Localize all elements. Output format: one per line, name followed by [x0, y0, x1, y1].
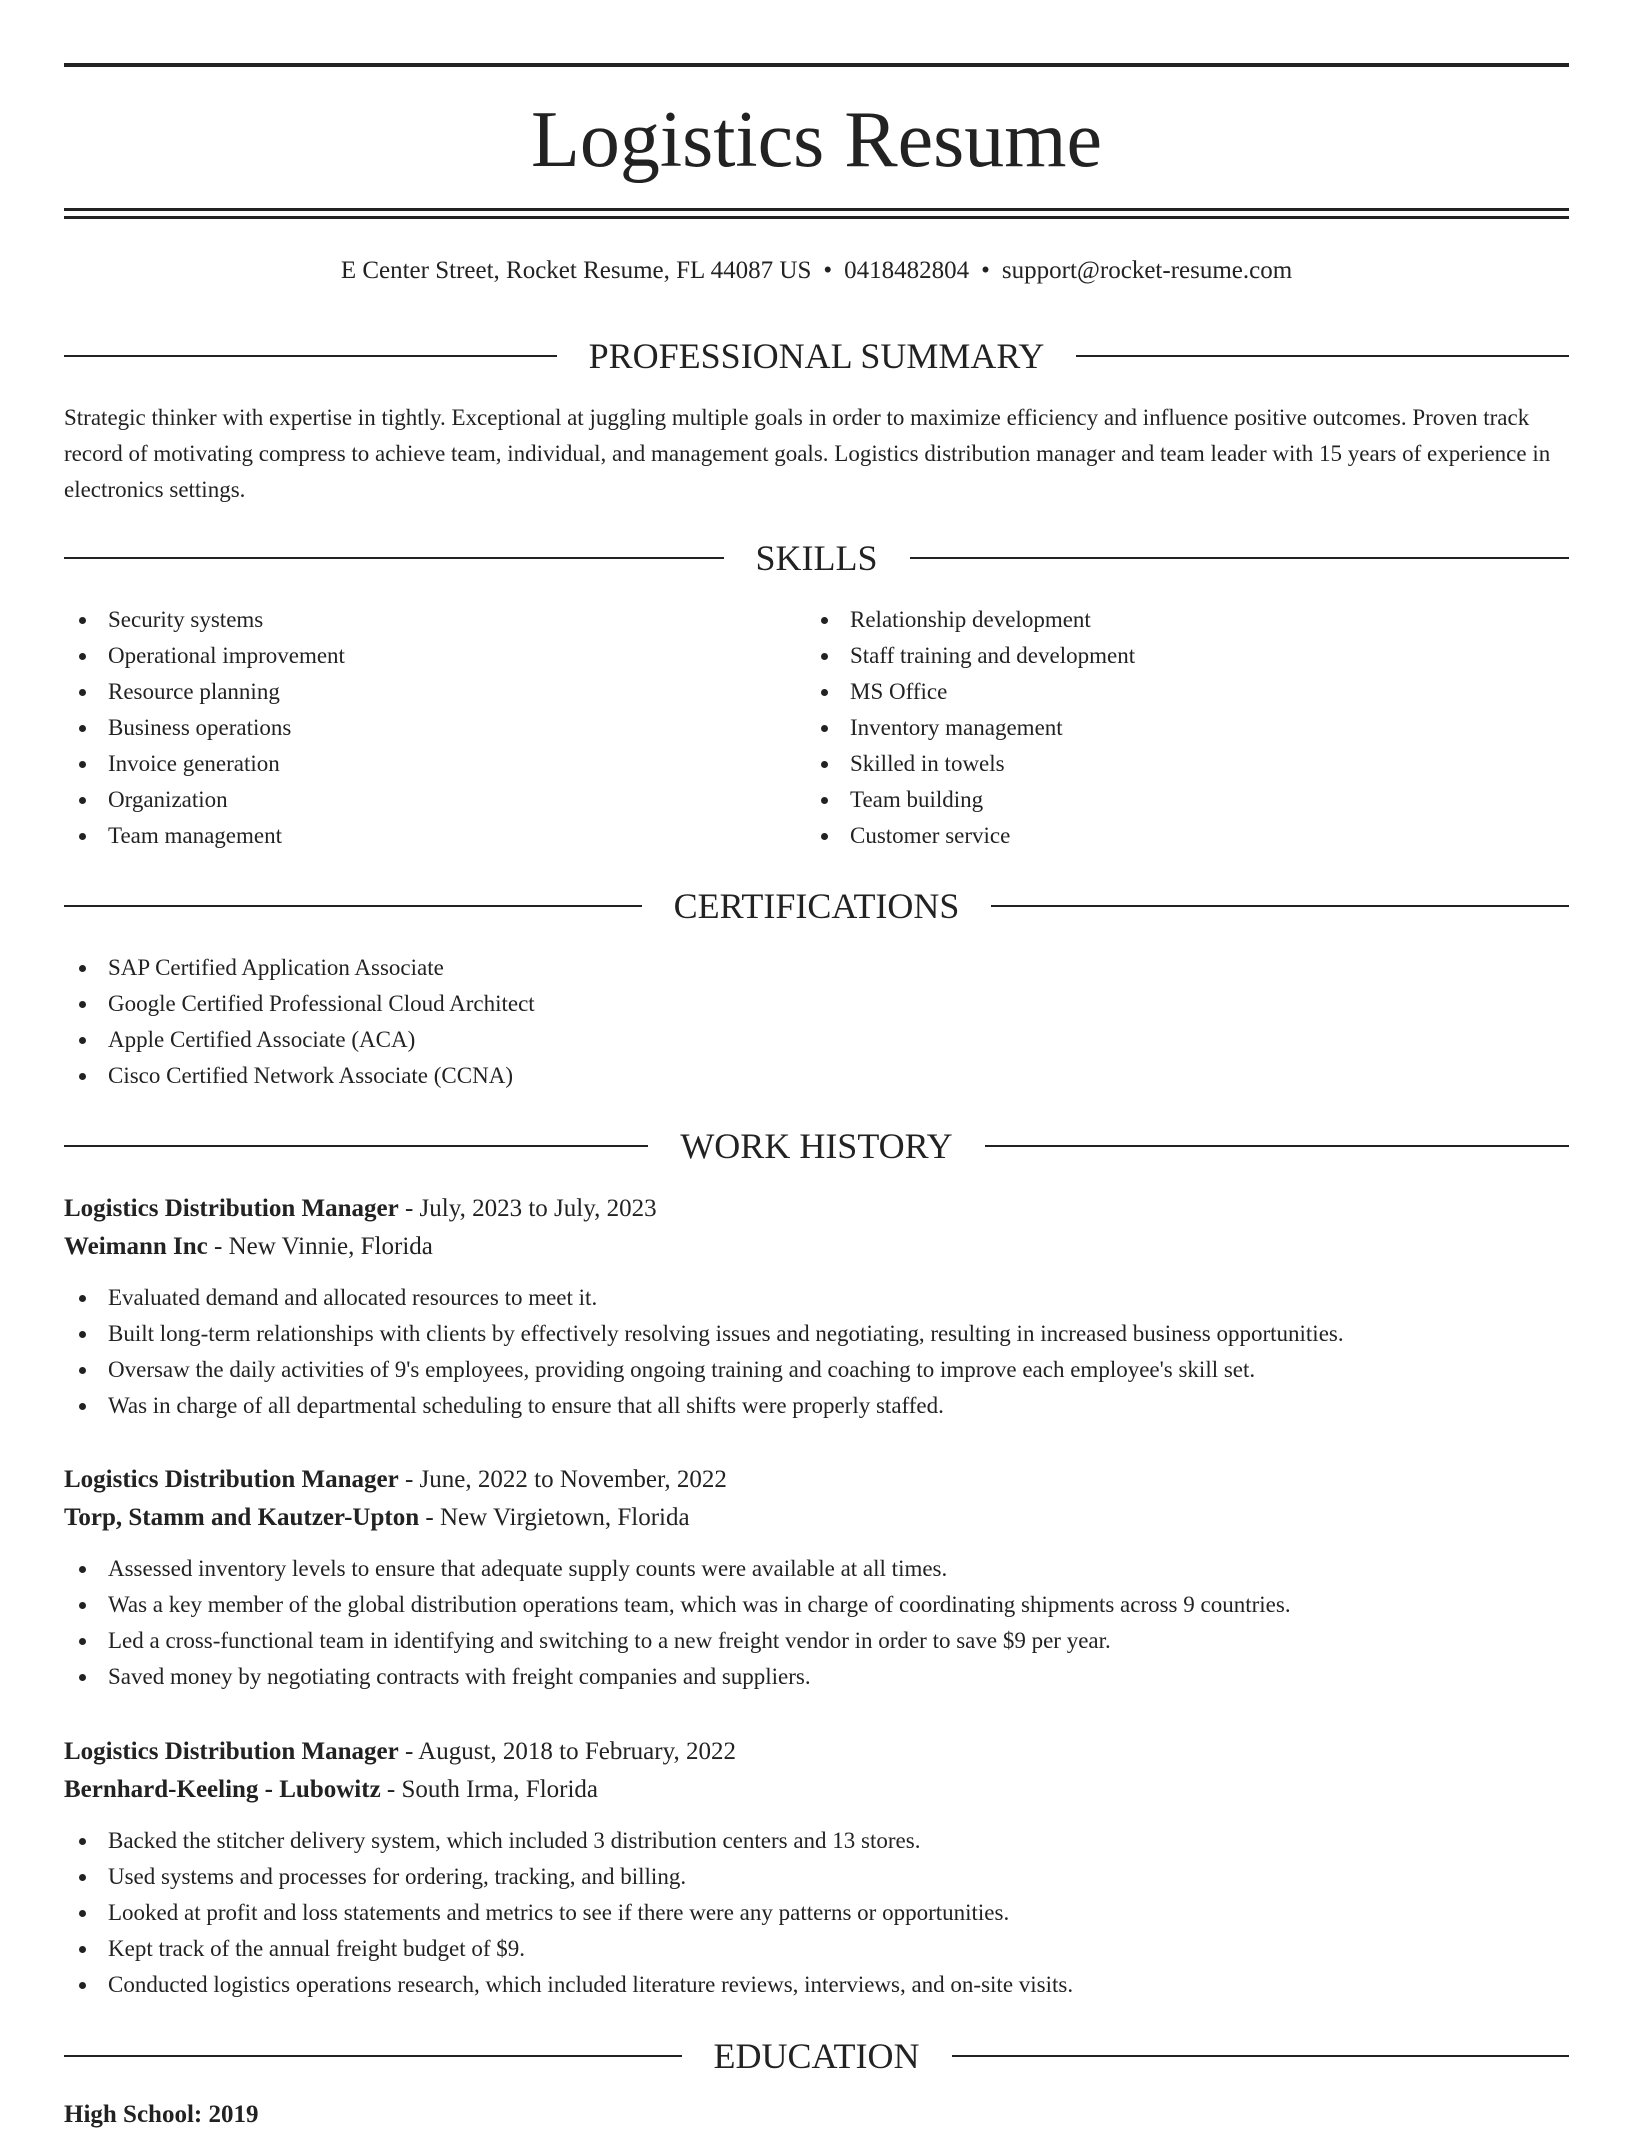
contact-separator: • — [823, 257, 833, 284]
skill-item: Inventory management — [806, 710, 1506, 746]
contact-address: E Center Street, Rocket Resume, FL 44087 US — [340, 257, 812, 284]
job-dates: - July, 2023 to July, 2023 — [398, 1195, 657, 1222]
heading-rule — [64, 905, 642, 907]
heading-rule — [910, 557, 1570, 559]
job-bullet: Looked at profit and loss statements and metrics to see if there were any patterns or opportunities. — [64, 1895, 1569, 1931]
contact-phone: 0418482804 — [844, 257, 970, 284]
job-dates: - August, 2018 to February, 2022 — [398, 1738, 736, 1765]
heading-rule — [1076, 355, 1569, 357]
job-bullet: Kept track of the annual freight budget of $9. — [64, 1931, 1569, 1967]
job-title-line — [64, 1733, 1569, 1771]
heading-rule — [64, 2055, 682, 2057]
summary-text: Strategic thinker with expertise in tightly. Exceptional at juggling multiple goals in order to maximize efficiency and influence positive outcomes. Proven track record of motivating compress to achieve team, individual, and management goals. Logistics distribution manager and team leader with 15 years of experience in electronics settings. — [64, 405, 1551, 502]
section-title: CERTIFICATIONS — [673, 886, 960, 926]
heading-rule — [64, 355, 557, 357]
heading-rule — [952, 2055, 1570, 2057]
section-heading-skills — [64, 536, 1569, 580]
job-bullet: Saved money by negotiating contracts with freight companies and suppliers. — [64, 1659, 1569, 1695]
header-rule-lower — [64, 216, 1569, 219]
section-heading-certifications — [64, 884, 1569, 928]
job-company-line — [64, 1228, 1569, 1266]
resume-name: Logistics Resume — [530, 96, 1103, 184]
certification-item: Google Certified Professional Cloud Architect — [64, 986, 1569, 1022]
contact-separator: • — [981, 257, 990, 284]
top-rule — [64, 63, 1569, 67]
contact-line — [64, 254, 1569, 288]
job-title: Logistics Distribution Manager — [64, 1195, 399, 1222]
job-company: Torp, Stamm and Kautzer-Upton — [64, 1504, 420, 1531]
skill-item: Invoice generation — [64, 746, 764, 782]
skill-item: Organization — [64, 782, 764, 818]
skill-item: MS Office — [806, 674, 1506, 710]
job-company: Bernhard-Keeling - Lubowitz — [64, 1776, 381, 1803]
certification-item: Apple Certified Associate (ACA) — [64, 1022, 1569, 1058]
skill-item: Operational improvement — [64, 638, 764, 674]
skill-item: Team management — [64, 818, 764, 854]
section-heading-education — [64, 2034, 1569, 2078]
job-bullet: Was in charge of all departmental scheduling to ensure that all shifts were properly staffed. — [64, 1388, 1569, 1424]
skill-item: Business operations — [64, 710, 764, 746]
job-title-line — [64, 1190, 1569, 1228]
skill-item: Team building — [806, 782, 1506, 818]
heading-rule — [991, 905, 1569, 907]
section-title: PROFESSIONAL SUMMARY — [588, 336, 1045, 376]
job-bullet: Used systems and processes for ordering, tracking, and billing. — [64, 1859, 1569, 1895]
job-bullet: Assessed inventory levels to ensure that adequate supply counts were available at all times. — [64, 1551, 1569, 1587]
skill-item: Staff training and development — [806, 638, 1506, 674]
education-entry: High School: 2019 — [64, 2101, 259, 2128]
job-bullet: Was a key member of the global distribution operations team, which was in charge of coordinating shipments across 9 countries. — [64, 1587, 1569, 1623]
skills-right-column — [806, 602, 1506, 854]
skills-left-column — [64, 602, 764, 854]
job-bullet: Led a cross-functional team in identifying and switching to a new freight vendor in order to save $9 per year. — [64, 1623, 1569, 1659]
skill-item: Security systems — [64, 602, 764, 638]
job-company: Weimann Inc — [64, 1233, 208, 1260]
job-title-line — [64, 1461, 1569, 1499]
section-title: WORK HISTORY — [680, 1126, 953, 1166]
job-dates: - June, 2022 to November, 2022 — [398, 1466, 727, 1493]
job-company-line — [64, 1499, 1569, 1537]
skill-item: Skilled in towels — [806, 746, 1506, 782]
job-entry — [64, 1733, 1569, 2003]
job-company-line — [64, 1771, 1569, 1809]
section-heading-summary — [64, 334, 1569, 378]
job-entry — [64, 1461, 1569, 1695]
job-title: Logistics Distribution Manager — [64, 1738, 399, 1765]
certifications-list — [64, 950, 1569, 1094]
job-bullet: Evaluated demand and allocated resources to meet it. — [64, 1280, 1569, 1316]
skill-item: Relationship development — [806, 602, 1506, 638]
job-bullet: Built long-term relationships with clients by effectively resolving issues and negotiating, resulting in increased business opportunities. — [64, 1316, 1569, 1352]
certification-item: SAP Certified Application Associate — [64, 950, 1569, 986]
contact-email: support@rocket-resume.com — [1001, 257, 1293, 284]
certification-item: Cisco Certified Network Associate (CCNA) — [64, 1058, 1569, 1094]
heading-rule — [64, 557, 724, 559]
job-entry — [64, 1190, 1569, 1424]
heading-rule — [985, 1145, 1569, 1147]
section-title: SKILLS — [755, 538, 878, 578]
job-bullet: Conducted logistics operations research, which included literature reviews, interviews, and on-site visits. — [64, 1967, 1569, 2003]
heading-rule — [64, 1145, 648, 1147]
job-bullet: Backed the stitcher delivery system, which included 3 distribution centers and 13 stores. — [64, 1823, 1569, 1859]
job-location: - New Virgietown, Florida — [419, 1504, 690, 1531]
job-location: - New Vinnie, Florida — [207, 1233, 433, 1260]
skill-item: Customer service — [806, 818, 1506, 854]
job-bullet: Oversaw the daily activities of 9's employees, providing ongoing training and coaching to improve each employee's skill set. — [64, 1352, 1569, 1388]
section-heading-work-history — [64, 1124, 1569, 1168]
job-location: - South Irma, Florida — [380, 1776, 599, 1803]
header-rule-upper — [64, 208, 1569, 211]
skill-item: Resource planning — [64, 674, 764, 710]
job-title: Logistics Distribution Manager — [64, 1466, 399, 1493]
section-title: EDUCATION — [713, 2036, 920, 2076]
